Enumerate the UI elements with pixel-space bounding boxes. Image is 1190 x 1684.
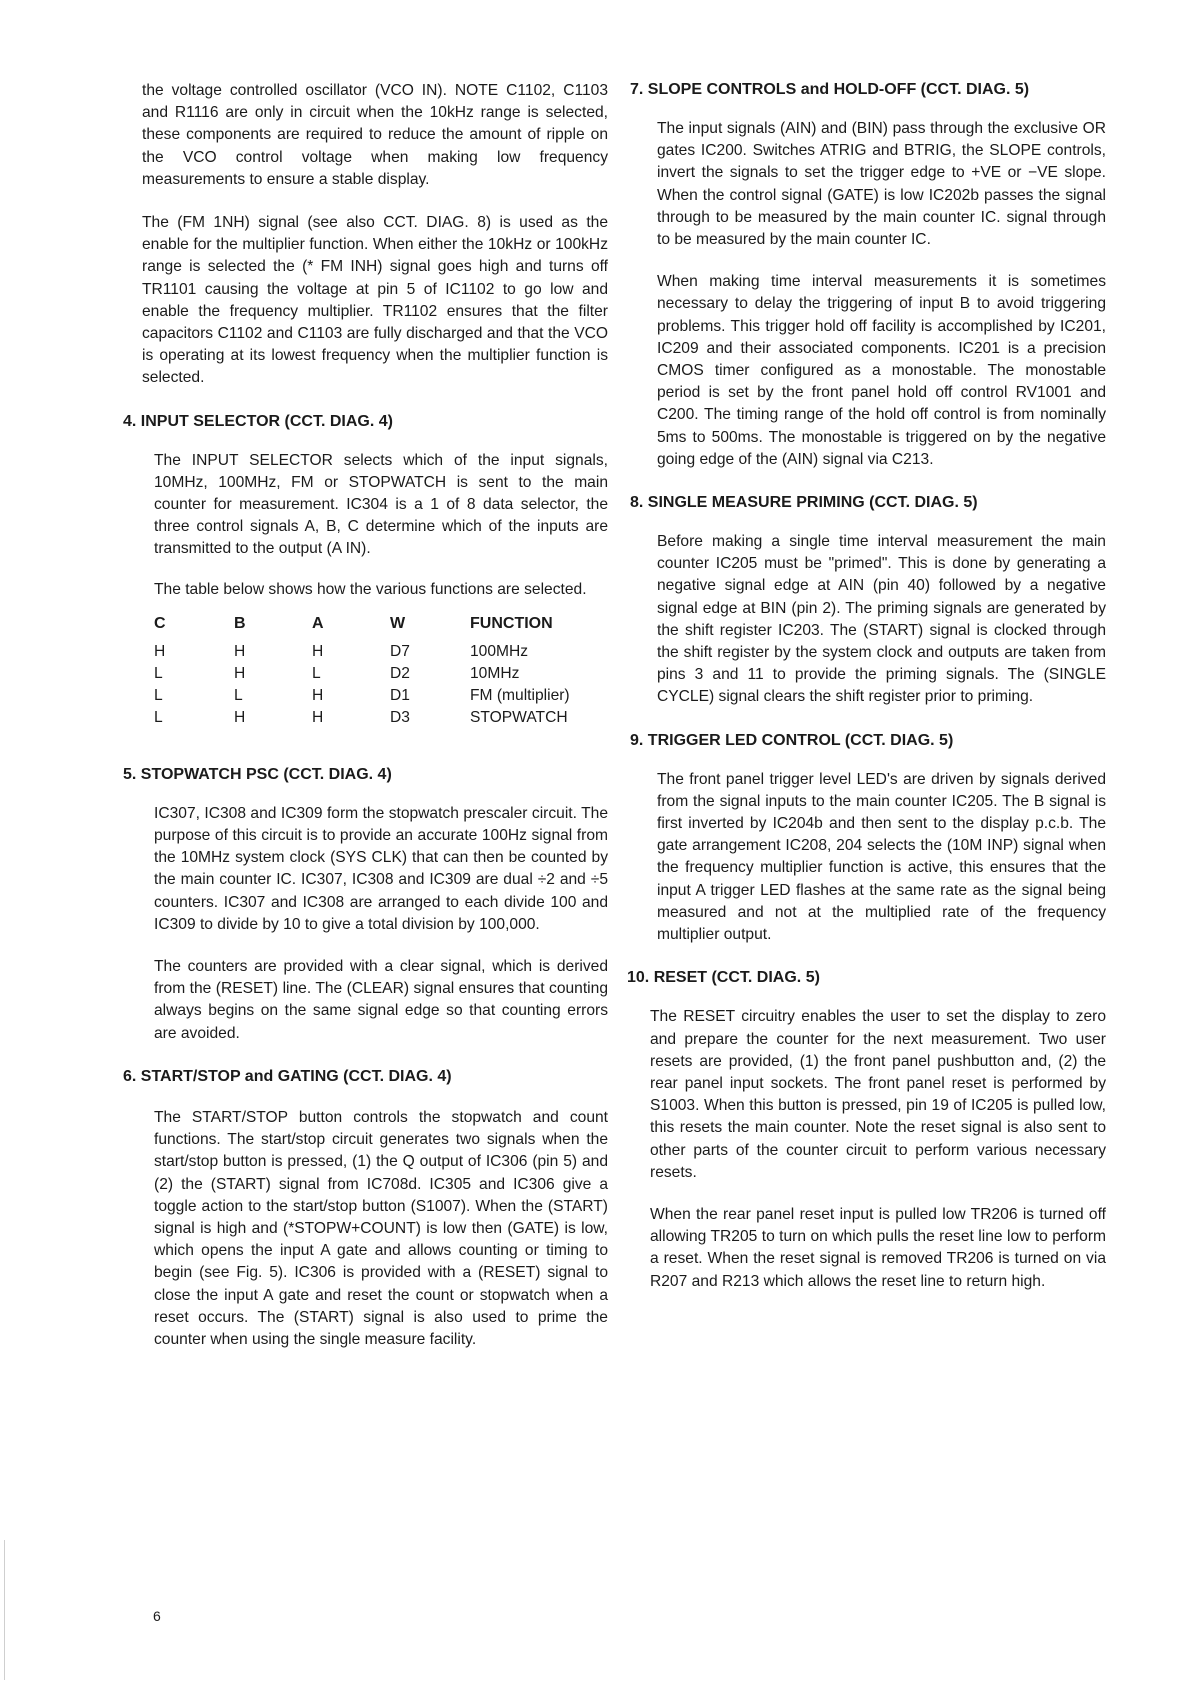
- table-header-w: W: [390, 614, 406, 632]
- table-row: [154, 685, 608, 707]
- section-4-heading: 4. INPUT SELECTOR (CCT. DIAG. 4): [123, 412, 393, 430]
- section-6-heading: 6. START/STOP and GATING (CCT. DIAG. 4): [123, 1067, 452, 1085]
- section-8-heading: 8. SINGLE MEASURE PRIMING (CCT. DIAG. 5): [630, 494, 978, 512]
- section-7-heading: 7. SLOPE CONTROLS and HOLD-OFF (CCT. DIAG. 5): [630, 81, 1030, 98]
- section-8-paragraph-1: Before making a single time interval measurement the main counter IC205 must be "primed". This is done by generating a negative signal edge at AIN (pin 40) followed by a negative signal edge at BIN (pin 2). The priming signals are generated by the shift register IC203. The (START) signal is clocked through the shift register by the system clock and outputs are taken from pins 3 and 11 to provide the priming signals. The (SINGLE CYCLE) signal clears the shift register prior to priming.: [657, 533, 1106, 706]
- section-5-paragraph-2: The counters are provided with a clear signal, which is derived from the (RESET) line. The (CLEAR) signal ensures that counting always begins on the same signal edge so that counting errors are avoided.: [154, 958, 608, 1042]
- table-cell: H: [312, 642, 324, 660]
- table-row: [154, 707, 608, 729]
- table-header-function: FUNCTION: [470, 614, 553, 632]
- table-cell: H: [234, 642, 246, 660]
- table-row: [154, 663, 608, 685]
- table-cell: L: [312, 664, 321, 682]
- right-column: [627, 80, 1106, 1293]
- table-cell: L: [234, 686, 243, 704]
- section-10-paragraph-2: When the rear panel reset input is pulled low TR206 is turned off allowing TR205 to turn on which pulls the reset line low to perform a reset. When the reset signal is removed TR206 is turned on via R207 and R213 which allows the reset line to return high.: [650, 1205, 1106, 1290]
- left-column: [123, 80, 608, 1351]
- table-cell: H: [312, 708, 324, 726]
- table-header-c: C: [154, 614, 166, 632]
- section-9-heading: 9. TRIGGER LED CONTROL (CCT. DIAG. 5): [630, 731, 954, 749]
- section-10-heading: 10. RESET (CCT. DIAG. 5): [627, 969, 820, 987]
- table-cell: H: [234, 664, 246, 682]
- table-cell: D1: [390, 686, 410, 704]
- table-cell: L: [154, 664, 163, 682]
- section-4-paragraph-1: The INPUT SELECTOR selects which of the input signals, 10MHz, 100MHz, FM or STOPWATCH is sent to the main counter for measurement. IC304 is a 1 of 8 data selector, the three control signals A, B, C determine which of the inputs are transmitted to the output (A IN).: [154, 451, 608, 558]
- table-cell: D7: [390, 642, 410, 660]
- scan-edge-line: [4, 1540, 5, 1680]
- page-number: 6: [153, 1608, 161, 1624]
- section-5-heading: 5. STOPWATCH PSC (CCT. DIAG. 4): [123, 765, 392, 783]
- section-4-paragraph-2: The table below shows how the various functions are selected.: [154, 580, 587, 598]
- section-10-paragraph-1: The RESET circuitry enables the user to set the display to zero and prepare the counter for the next measurement. Two user resets are provided, (1) the front panel pushbutton and, (2) the rear panel input sockets. The front panel reset is performed by S1003. When this button is pressed, pin 19 of IC205 is pulled low, this resets the main counter. Note the reset signal is also sent to other parts of the counter circuit to perform various necessary resets.: [650, 1008, 1106, 1181]
- table-cell: L: [154, 708, 163, 726]
- table-header-a: A: [312, 614, 324, 632]
- table-cell: STOPWATCH: [470, 708, 568, 726]
- section-7-paragraph-1: The input signals (AIN) and (BIN) pass through the exclusive OR gates IC200. Switches ATRIG and BTRIG, the SLOPE controls, invert the signals to set the trigger edge to +VE or −VE slope. When the control signal (GATE) is low IC202b passes the signal through to be measured by the main counter IC. signal through to be measured by the main counter IC.: [657, 120, 1106, 249]
- table-cell: 100MHz: [470, 642, 529, 660]
- section-6-paragraph-1: The START/STOP button controls the stopwatch and count functions. The start/stop circuit generates two signals when the start/stop button is pressed, (1) the Q output of IC306 (pin 5) and (2) the (START) signal from IC708d. IC305 and IC306 give a toggle action to the start/stop button (S1007). When the (START) signal is high and (*STOPW+COUNT) is low then (GATE) is low, which opens the input A gate and allows counting or timing to begin (see Fig. 5). IC306 is provided with a (RESET) signal to close the input A gate and reset the count or stopwatch when a reset occurs. The (START) signal is also used to prime the counter when using the single measure facility.: [154, 1108, 608, 1348]
- table-cell: H: [234, 708, 246, 726]
- section-5-paragraph-1: IC307, IC308 and IC309 form the stopwatch prescaler circuit. The purpose of this circuit is to provide an accurate 100Hz signal from the 10MHz system clock (SYS CLK) that can then be counted by the main counter IC. IC307, IC308 and IC309 are dual ÷2 and ÷5 counters. IC307 and IC308 are arranged to each divide 100 and IC309 to divide by 10 to give a total division by 100,000.: [154, 804, 608, 933]
- intro-paragraph-1: the voltage controlled oscillator (VCO IN). NOTE C1102, C1103 and R1116 are only in circuit when the 10kHz range is selected, these components are required to reduce the amount of ripple on the VCO control voltage when making low frequency measurements to ensure a stable display.: [142, 82, 608, 188]
- table-row: [154, 641, 608, 663]
- section-7-paragraph-2: When making time interval measurements it is sometimes necessary to delay the triggering of input B to avoid triggering problems. This trigger hold off facility is accomplished by IC201, IC209 and their associated components. IC201 is a precision CMOS timer configured as a monostable. The monostable period is set by the front panel hold off control RV1001 and C200. The timing range of the hold off control is from nominally 5ms to 500ms. The monostable is triggered on by the negative going edge of the (AIN) signal via C213.: [657, 273, 1106, 468]
- input-selector-table: [128, 613, 608, 729]
- table-cell: D3: [390, 708, 410, 726]
- table-cell: H: [154, 642, 166, 660]
- table-cell: H: [312, 686, 324, 704]
- table-header-row: [154, 613, 608, 635]
- table-header-b: B: [234, 614, 246, 632]
- table-cell: 10MHz: [470, 664, 520, 682]
- table-cell: L: [154, 686, 163, 704]
- table-cell: D2: [390, 664, 410, 682]
- table-cell: FM (multiplier): [470, 686, 570, 704]
- intro-paragraph-2: The (FM 1NH) signal (see also CCT. DIAG. 8) is used as the enable for the multiplier function. When either the 10kHz or 100kHz range is selected the (* FM INH) signal goes high and turns off TR1101 causing the voltage at pin 5 of IC1102 to go low and enable the frequency multiplier. TR1102 ensures that the filter capacitors C1102 and C1103 are fully discharged and that the VCO is operating at its lowest frequency when the multiplier function is selected.: [142, 214, 608, 387]
- section-9-paragraph-1: The front panel trigger level LED's are driven by signals derived from the signal inputs to the main counter IC205. The B signal is first inverted by IC204b and then sent to the display p.c.b. The gate arrangement IC208, 204 selects the (10M INP) signal when the frequency multiplier function is active, this ensures that the input A trigger LED flashes at the same rate as the signal being measured and not at the multiplied rate of the frequency multiplier output.: [657, 770, 1106, 944]
